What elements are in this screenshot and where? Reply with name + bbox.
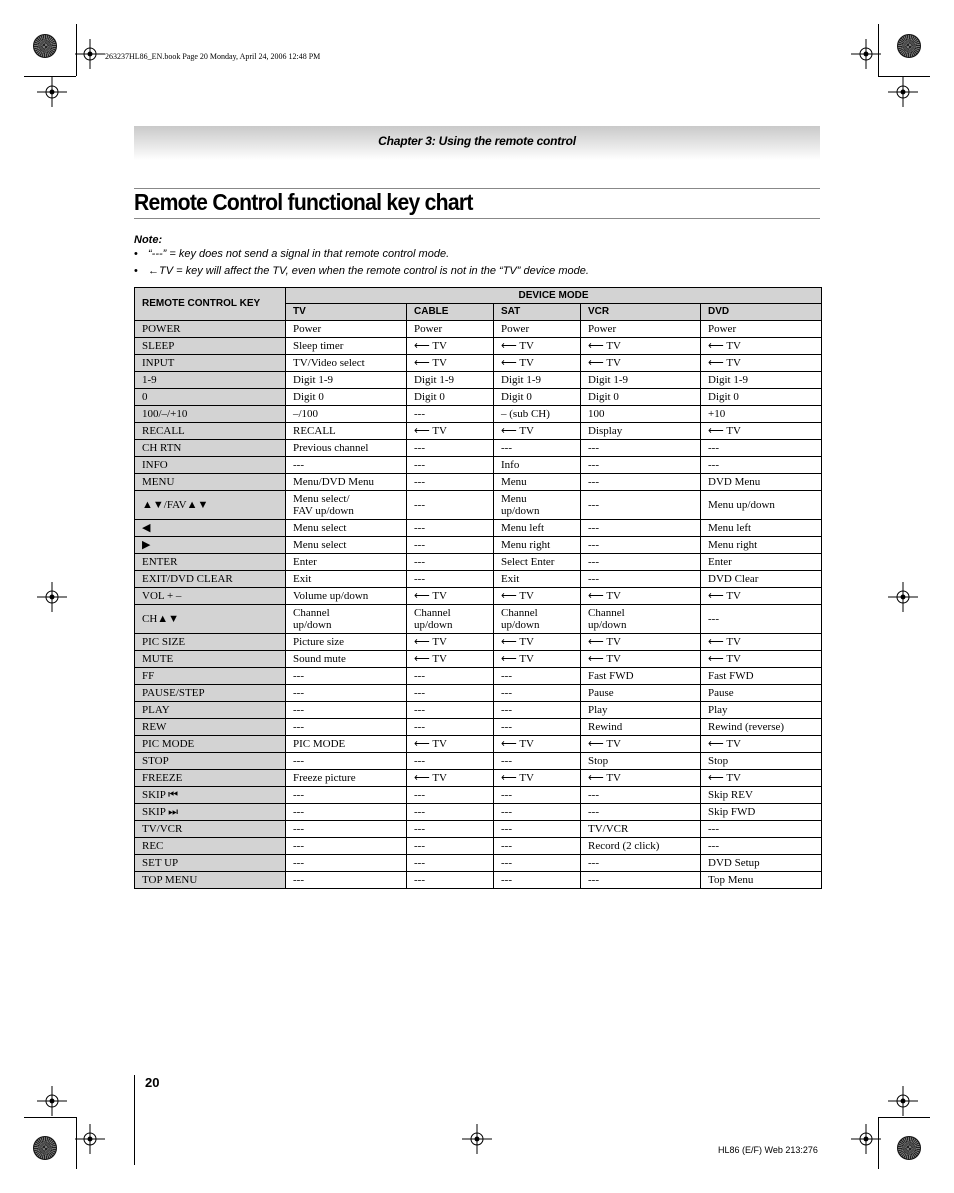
value-cell: --- — [286, 872, 407, 889]
trim-line — [24, 1117, 76, 1118]
table-row — [135, 321, 822, 338]
color-rosette-icon — [33, 1136, 57, 1160]
value-cell: --- — [407, 702, 494, 719]
registration-crosshair-icon — [37, 582, 67, 612]
table-row — [135, 753, 822, 770]
registration-crosshair-icon — [851, 1124, 881, 1154]
key-cell: ENTER — [135, 554, 286, 571]
value-cell: --- — [407, 821, 494, 838]
key-cell: POWER — [135, 321, 286, 338]
key-cell: RECALL — [135, 423, 286, 440]
page-number: 20 — [145, 1075, 160, 1090]
value-cell: Digit 1-9 — [581, 372, 701, 389]
key-cell: STOP — [135, 753, 286, 770]
device-mode-header: DEVICE MODE — [286, 288, 822, 304]
table-row — [135, 719, 822, 736]
value-cell: Digit 0 — [286, 389, 407, 406]
value-cell: ⟵ TV — [407, 634, 494, 651]
chapter-title: Chapter 3: Using the remote control — [378, 134, 576, 148]
table-row — [135, 702, 822, 719]
key-cell: SLEEP — [135, 338, 286, 355]
note-item-1 — [134, 248, 449, 260]
value-cell: --- — [286, 685, 407, 702]
table-row — [135, 355, 822, 372]
value-cell: --- — [286, 804, 407, 821]
bullet: • — [134, 248, 138, 260]
value-cell: Display — [581, 423, 701, 440]
value-cell: Power — [286, 321, 407, 338]
value-cell: Select Enter — [494, 554, 581, 571]
value-cell: Exit — [494, 571, 581, 588]
registration-crosshair-icon — [37, 1086, 67, 1116]
table-row — [135, 423, 822, 440]
key-cell: ▲▼/FAV▲▼ — [135, 491, 286, 520]
value-cell: Exit — [286, 571, 407, 588]
value-cell: ⟵ TV — [701, 634, 822, 651]
value-cell: Menu left — [701, 520, 822, 537]
value-cell: 100 — [581, 406, 701, 423]
value-cell: --- — [581, 537, 701, 554]
trim-line — [76, 1117, 77, 1169]
value-cell: --- — [494, 872, 581, 889]
value-cell: ⟵ TV — [407, 736, 494, 753]
value-cell: --- — [494, 440, 581, 457]
value-cell: --- — [494, 702, 581, 719]
value-cell: Pause — [581, 685, 701, 702]
note-item-2 — [134, 265, 589, 277]
key-cell: REC — [135, 838, 286, 855]
trim-line — [878, 24, 879, 76]
value-cell: --- — [581, 474, 701, 491]
table-row — [135, 605, 822, 634]
value-cell: Power — [494, 321, 581, 338]
value-cell: --- — [581, 855, 701, 872]
value-cell: --- — [581, 491, 701, 520]
table-row — [135, 787, 822, 804]
table-row — [135, 668, 822, 685]
key-cell: MUTE — [135, 651, 286, 668]
value-cell: Power — [581, 321, 701, 338]
color-rosette-icon — [897, 1136, 921, 1160]
footer-code: HL86 (E/F) Web 213:276 — [718, 1145, 818, 1155]
registration-crosshair-icon — [888, 77, 918, 107]
value-cell: --- — [581, 554, 701, 571]
value-cell: Menu up/down — [701, 491, 822, 520]
value-cell: Digit 0 — [407, 389, 494, 406]
trim-line — [76, 24, 77, 76]
value-cell: --- — [407, 685, 494, 702]
value-cell: ⟵ TV — [494, 355, 581, 372]
key-cell: FREEZE — [135, 770, 286, 787]
value-cell: Menu up/down — [494, 491, 581, 520]
chapter-header-band — [134, 126, 820, 160]
value-cell: --- — [581, 804, 701, 821]
note-text: “---” = key does not send a signal in that remote control mode. — [148, 248, 450, 260]
value-cell: --- — [407, 554, 494, 571]
value-cell: --- — [407, 855, 494, 872]
value-cell: ⟵ TV — [701, 423, 822, 440]
value-cell: --- — [494, 753, 581, 770]
key-cell: EXIT/DVD CLEAR — [135, 571, 286, 588]
value-cell: Enter — [286, 554, 407, 571]
table-row — [135, 685, 822, 702]
key-cell: VOL + – — [135, 588, 286, 605]
value-cell: Digit 1-9 — [407, 372, 494, 389]
value-cell: ⟵ TV — [494, 736, 581, 753]
table-row — [135, 872, 822, 889]
value-cell: --- — [701, 605, 822, 634]
value-cell: --- — [286, 838, 407, 855]
value-cell: Digit 0 — [701, 389, 822, 406]
key-cell: INPUT — [135, 355, 286, 372]
table-row — [135, 537, 822, 554]
table-body — [135, 321, 822, 889]
table-row — [135, 372, 822, 389]
value-cell: --- — [286, 821, 407, 838]
value-cell: --- — [407, 668, 494, 685]
trim-line — [878, 76, 930, 77]
value-cell: ⟵ TV — [494, 770, 581, 787]
column-header-dvd: DVD — [701, 304, 822, 321]
value-cell: Play — [581, 702, 701, 719]
registration-crosshair-icon — [888, 1086, 918, 1116]
value-cell: --- — [701, 838, 822, 855]
table-row — [135, 634, 822, 651]
value-cell: ⟵ TV — [581, 736, 701, 753]
key-cell: SKIP ⏭ — [135, 804, 286, 821]
value-cell: --- — [494, 855, 581, 872]
value-cell: ⟵ TV — [407, 423, 494, 440]
value-cell: --- — [701, 821, 822, 838]
color-rosette-icon — [33, 34, 57, 58]
value-cell: --- — [407, 474, 494, 491]
value-cell: Pause — [701, 685, 822, 702]
value-cell: Menu right — [494, 537, 581, 554]
table-row — [135, 821, 822, 838]
value-cell: Digit 0 — [494, 389, 581, 406]
key-cell: CH▲▼ — [135, 605, 286, 634]
trim-line — [24, 76, 76, 77]
table-header-row — [135, 288, 822, 304]
value-cell: ⟵ TV — [407, 770, 494, 787]
value-cell: --- — [286, 457, 407, 474]
value-cell: ⟵ TV — [494, 588, 581, 605]
value-cell: Enter — [701, 554, 822, 571]
table-row — [135, 389, 822, 406]
value-cell: --- — [407, 406, 494, 423]
value-cell: PIC MODE — [286, 736, 407, 753]
value-cell: --- — [494, 668, 581, 685]
value-cell: Digit 1-9 — [494, 372, 581, 389]
key-cell: ◀ — [135, 520, 286, 537]
key-cell: REW — [135, 719, 286, 736]
value-cell: --- — [286, 702, 407, 719]
value-cell: Info — [494, 457, 581, 474]
key-cell: 100/–/+10 — [135, 406, 286, 423]
value-cell: --- — [286, 855, 407, 872]
page-title: Remote Control functional key chart — [134, 189, 473, 215]
value-cell: Volume up/down — [286, 588, 407, 605]
key-cell: 1-9 — [135, 372, 286, 389]
value-cell: Digit 1-9 — [286, 372, 407, 389]
value-cell: Record (2 click) — [581, 838, 701, 855]
value-cell: ⟵ TV — [494, 423, 581, 440]
value-cell: +10 — [701, 406, 822, 423]
value-cell: Stop — [701, 753, 822, 770]
value-cell: Channel up/down — [581, 605, 701, 634]
table-row — [135, 554, 822, 571]
key-cell: 0 — [135, 389, 286, 406]
table-row — [135, 855, 822, 872]
registration-crosshair-icon — [888, 582, 918, 612]
table-row — [135, 406, 822, 423]
value-cell: TV/Video select — [286, 355, 407, 372]
value-cell: Menu left — [494, 520, 581, 537]
value-cell: DVD Menu — [701, 474, 822, 491]
key-cell: TOP MENU — [135, 872, 286, 889]
value-cell: Sleep timer — [286, 338, 407, 355]
value-cell: ⟵ TV — [701, 651, 822, 668]
value-cell: Freeze picture — [286, 770, 407, 787]
value-cell: ⟵ TV — [581, 651, 701, 668]
key-cell: TV/VCR — [135, 821, 286, 838]
key-chart-table — [134, 287, 822, 889]
value-cell: Digit 1-9 — [701, 372, 822, 389]
value-cell: --- — [286, 668, 407, 685]
value-cell: Menu — [494, 474, 581, 491]
value-cell: ⟵ TV — [407, 338, 494, 355]
table-row — [135, 571, 822, 588]
key-cell: INFO — [135, 457, 286, 474]
value-cell: TV/VCR — [581, 821, 701, 838]
column-header-tv: TV — [286, 304, 407, 321]
value-cell: --- — [407, 491, 494, 520]
key-cell: PAUSE/STEP — [135, 685, 286, 702]
value-cell: Rewind (reverse) — [701, 719, 822, 736]
value-cell: Menu/DVD Menu — [286, 474, 407, 491]
value-cell: Play — [701, 702, 822, 719]
registration-crosshair-icon — [462, 1124, 492, 1154]
value-cell: Power — [407, 321, 494, 338]
value-cell: Previous channel — [286, 440, 407, 457]
table-row — [135, 338, 822, 355]
value-cell: --- — [494, 685, 581, 702]
value-cell: --- — [494, 838, 581, 855]
value-cell: ⟵ TV — [494, 338, 581, 355]
value-cell: ⟵ TV — [701, 355, 822, 372]
registration-crosshair-icon — [37, 77, 67, 107]
value-cell: ⟵ TV — [581, 634, 701, 651]
table-row — [135, 457, 822, 474]
value-cell: --- — [407, 872, 494, 889]
value-cell: Channel up/down — [407, 605, 494, 634]
value-cell: --- — [494, 719, 581, 736]
value-cell: --- — [286, 719, 407, 736]
value-cell: Fast FWD — [701, 668, 822, 685]
key-cell: PLAY — [135, 702, 286, 719]
book-header-line: 263237HL86_EN.book Page 20 Monday, April 24, 2006 12:48 PM — [105, 52, 321, 61]
value-cell: Menu select — [286, 537, 407, 554]
value-cell: ⟵ TV — [701, 588, 822, 605]
value-cell: ⟵ TV — [581, 355, 701, 372]
table-row — [135, 491, 822, 520]
value-cell: --- — [494, 787, 581, 804]
value-cell: Skip REV — [701, 787, 822, 804]
value-cell: Channel up/down — [494, 605, 581, 634]
color-rosette-icon — [897, 34, 921, 58]
value-cell: Stop — [581, 753, 701, 770]
value-cell: ⟵ TV — [494, 651, 581, 668]
key-cell: MENU — [135, 474, 286, 491]
value-cell: Power — [701, 321, 822, 338]
value-cell: --- — [286, 787, 407, 804]
value-cell: --- — [407, 804, 494, 821]
value-cell: --- — [407, 537, 494, 554]
table-row — [135, 474, 822, 491]
registration-crosshair-icon — [75, 1124, 105, 1154]
value-cell: --- — [581, 872, 701, 889]
value-cell: Digit 0 — [581, 389, 701, 406]
table-row — [135, 651, 822, 668]
table-row — [135, 838, 822, 855]
column-header-sat: SAT — [494, 304, 581, 321]
table-row — [135, 804, 822, 821]
value-cell: ⟵ TV — [701, 770, 822, 787]
page-edge-line — [134, 1075, 135, 1165]
value-cell: --- — [701, 457, 822, 474]
value-cell: ⟵ TV — [407, 355, 494, 372]
column-header-cable: CABLE — [407, 304, 494, 321]
value-cell: Picture size — [286, 634, 407, 651]
value-cell: --- — [581, 457, 701, 474]
value-cell: Menu right — [701, 537, 822, 554]
value-cell: – (sub CH) — [494, 406, 581, 423]
value-cell: Menu select — [286, 520, 407, 537]
value-cell: --- — [407, 838, 494, 855]
key-cell: FF — [135, 668, 286, 685]
value-cell: --- — [407, 440, 494, 457]
value-cell: --- — [581, 520, 701, 537]
value-cell: ⟵ TV — [701, 338, 822, 355]
value-cell: ⟵ TV — [581, 338, 701, 355]
value-cell: –/100 — [286, 406, 407, 423]
key-cell: SET UP — [135, 855, 286, 872]
value-cell: --- — [407, 719, 494, 736]
value-cell: ⟵ TV — [581, 588, 701, 605]
value-cell: --- — [407, 753, 494, 770]
value-cell: Rewind — [581, 719, 701, 736]
value-cell: ⟵ TV — [407, 651, 494, 668]
value-cell: ⟵ TV — [407, 588, 494, 605]
registration-crosshair-icon — [851, 39, 881, 69]
value-cell: --- — [701, 440, 822, 457]
value-cell: Menu select/ FAV up/down — [286, 491, 407, 520]
value-cell: ⟵ TV — [581, 770, 701, 787]
value-cell: --- — [581, 440, 701, 457]
key-cell: ▶ — [135, 537, 286, 554]
value-cell: ⟵ TV — [494, 634, 581, 651]
value-cell: ⟵ TV — [701, 736, 822, 753]
value-cell: --- — [407, 457, 494, 474]
value-cell: DVD Clear — [701, 571, 822, 588]
value-cell: Skip FWD — [701, 804, 822, 821]
table-row — [135, 440, 822, 457]
value-cell: Top Menu — [701, 872, 822, 889]
key-cell: SKIP ⏮ — [135, 787, 286, 804]
key-cell: CH RTN — [135, 440, 286, 457]
value-cell: --- — [581, 571, 701, 588]
trim-line — [878, 1117, 879, 1169]
bullet: • — [134, 265, 138, 277]
table-row — [135, 588, 822, 605]
key-cell: PIC MODE — [135, 736, 286, 753]
value-cell: Channel up/down — [286, 605, 407, 634]
value-cell: --- — [286, 753, 407, 770]
note-label: Note: — [134, 234, 163, 246]
value-cell: DVD Setup — [701, 855, 822, 872]
table-row — [135, 520, 822, 537]
column-header-vcr: VCR — [581, 304, 701, 321]
note-text: ←TV = key will affect the TV, even when the remote control is not in the “TV” device mode. — [148, 265, 589, 277]
key-cell: PIC SIZE — [135, 634, 286, 651]
table-row — [135, 736, 822, 753]
value-cell: RECALL — [286, 423, 407, 440]
table-row — [135, 770, 822, 787]
remote-control-key-header: REMOTE CONTROL KEY — [135, 288, 286, 321]
value-cell: Sound mute — [286, 651, 407, 668]
value-cell: --- — [494, 821, 581, 838]
value-cell: --- — [494, 804, 581, 821]
value-cell: --- — [407, 520, 494, 537]
registration-crosshair-icon — [75, 39, 105, 69]
value-cell: --- — [407, 787, 494, 804]
value-cell: Fast FWD — [581, 668, 701, 685]
trim-line — [878, 1117, 930, 1118]
value-cell: --- — [581, 787, 701, 804]
value-cell: --- — [407, 571, 494, 588]
title-rule-bottom — [134, 218, 820, 219]
